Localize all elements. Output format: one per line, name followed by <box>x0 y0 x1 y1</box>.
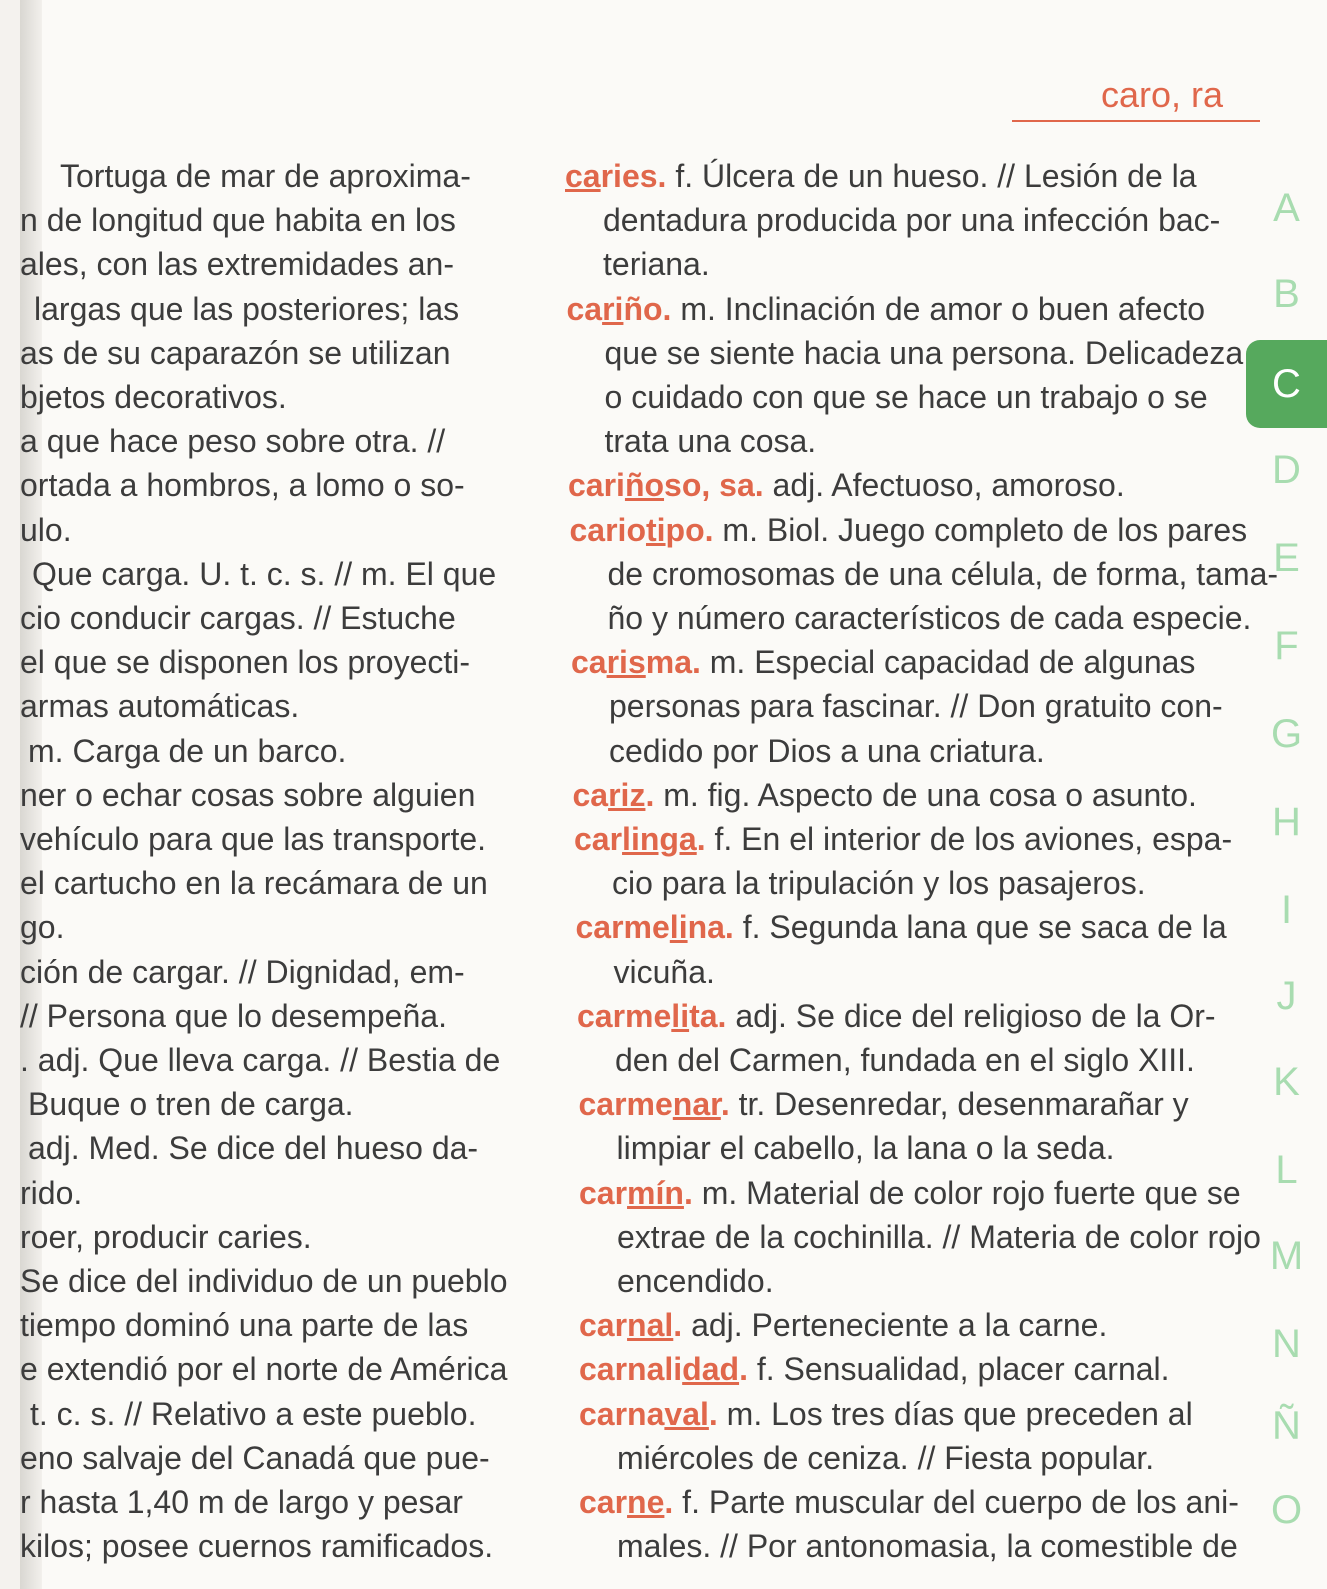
definition-line: o cuidado con que se hace un trabajo o se <box>604 378 1208 415</box>
definition-text: f. En el interior de los aviones, espa- <box>714 821 1233 857</box>
left-column-line: vehículo para que las transporte. <box>20 821 487 857</box>
thumb-tab-n[interactable]: N <box>1272 1322 1301 1366</box>
thumb-tab-h[interactable]: H <box>1272 800 1301 844</box>
definition-text: m. fig. Aspecto de una cosa o asunto. <box>663 776 1197 813</box>
definition-text: m. Biol. Juego completo de los pares <box>722 511 1248 548</box>
entry-first-line <box>568 465 1125 505</box>
definition-line: limpiar el cabello, la lana o la seda. <box>616 1130 1115 1167</box>
definition-line: dentadura producida por una infección bac- <box>603 202 1221 239</box>
running-head-rule <box>1012 120 1260 122</box>
entry-first-line <box>579 1349 1170 1389</box>
headword: cariñoso, sa. <box>568 467 764 504</box>
headword: cariño. <box>566 290 672 327</box>
headword: carmenar. <box>578 1086 730 1123</box>
entry-first-line <box>574 819 1232 859</box>
left-column-line: el que se disponen los proyecti- <box>20 644 471 681</box>
thumb-tab-g[interactable]: G <box>1270 712 1303 756</box>
left-column-line: cio conducir cargas. // Estuche <box>20 600 456 636</box>
left-column-line: adj. Med. Se dice del hueso da- <box>28 1130 479 1167</box>
definition-line: trata una cosa. <box>604 423 817 460</box>
left-column-line: el cartucho en la recámara de un <box>20 865 488 902</box>
thumb-tab-o[interactable]: O <box>1270 1488 1303 1532</box>
headword: carne. <box>579 1484 674 1520</box>
left-column-line: Se dice del individuo de un pueblo <box>20 1263 508 1299</box>
entry-first-line <box>573 775 1197 815</box>
definition-text: f. Úlcera de un hueso. // Lesión de la <box>675 158 1197 194</box>
headword: carmelina. <box>575 909 734 946</box>
definition-line: cio para la tripulación y los pasajeros. <box>612 865 1146 902</box>
definition-text: m. Especial capacidad de algunas <box>709 644 1196 681</box>
definition-text: m. Inclinación de amor o buen afecto <box>680 290 1206 327</box>
headword: cariotipo. <box>569 511 714 548</box>
thumb-tab-d[interactable]: D <box>1272 448 1301 492</box>
left-column-line: largas que las posteriores; las <box>34 290 460 327</box>
left-column-line: ner o echar cosas sobre alguien <box>20 776 476 813</box>
definition-text: f. Parte muscular del cuerpo de los ani- <box>682 1484 1239 1520</box>
definition-text: m. Los tres días que preceden al <box>726 1395 1193 1432</box>
definition-line: den del Carmen, fundada en el siglo XIII. <box>615 1041 1195 1078</box>
left-column-line: ales, con las extremidades an- <box>20 246 454 283</box>
headword: cariz. <box>572 776 655 813</box>
thumb-tab-m[interactable]: M <box>1269 1234 1304 1278</box>
left-column-line: Buque o tren de carga. <box>28 1086 354 1123</box>
entry-first-line <box>577 996 1216 1036</box>
left-column-line: bjetos decorativos. <box>20 379 287 415</box>
definition-line: vicuña. <box>613 953 715 990</box>
definition-line: miércoles de ceniza. // Fiesta popular. <box>617 1439 1155 1476</box>
entry-first-line <box>576 907 1227 947</box>
thumb-tab-k[interactable]: K <box>1273 1060 1300 1104</box>
dictionary-page <box>20 0 1327 1589</box>
definition-line: de cromosomas de una célula, de forma, tama- <box>607 555 1279 592</box>
thumb-tab-l[interactable]: L <box>1275 1148 1298 1192</box>
definition-line: males. // Por antonomasia, la comestible de <box>617 1528 1238 1565</box>
entry-first-line <box>567 289 1206 329</box>
definition-line: teriana. <box>603 246 710 283</box>
left-column-line: eno salvaje del Canadá que pue- <box>20 1439 490 1476</box>
left-column-line: // Persona que lo desempeña. <box>20 997 447 1034</box>
definition-line: ño y número característicos de cada especie. <box>607 599 1252 636</box>
entry-first-line <box>579 1084 1189 1124</box>
entry-first-line <box>565 156 1197 196</box>
definition-text: m. Material de color rojo fuerte que se <box>701 1174 1241 1211</box>
running-head: caro, ra <box>1100 74 1223 115</box>
left-column-line: ortada a hombros, a lomo o so- <box>20 467 465 504</box>
left-column-line: n de longitud que habita en los <box>20 202 456 239</box>
definition-line: cedido por Dios a una criatura. <box>609 732 1045 769</box>
headword: caries. <box>565 158 667 194</box>
headword: carisma. <box>571 644 701 681</box>
headword: carnal. <box>579 1307 683 1344</box>
headword: carlinga. <box>574 821 706 857</box>
left-column-line: m. Carga de un barco. <box>28 732 347 769</box>
left-column-line: roer, producir caries. <box>20 1218 312 1255</box>
thumb-index <box>1246 0 1327 1589</box>
thumb-tab-c[interactable]: C <box>1246 340 1327 428</box>
definition-line: extrae de la cochinilla. // Materia de color rojo <box>617 1218 1261 1255</box>
left-column-line: a que hace peso sobre otra. // <box>20 423 446 460</box>
definition-text: adj. Afectuoso, amoroso. <box>772 467 1125 504</box>
left-column-line: as de su caparazón se utilizan <box>20 334 451 371</box>
entry-first-line <box>579 1482 1239 1522</box>
left-column-line: kilos; posee cuernos ramificados. <box>20 1528 494 1565</box>
entry-first-line <box>579 1305 1107 1345</box>
definition-line: encendido. <box>617 1262 774 1299</box>
thumb-tab-e[interactable]: E <box>1273 536 1300 580</box>
headword: carmín. <box>579 1174 693 1211</box>
left-column-line: . adj. Que lleva carga. // Bestia de <box>20 1042 501 1078</box>
left-column-line: ción de cargar. // Dignidad, em- <box>20 953 465 990</box>
definition-text: adj. Se dice del religioso de la Or- <box>735 997 1216 1034</box>
definition-text: f. Segunda lana que se saca de la <box>742 909 1227 946</box>
left-column-line: armas automáticas. <box>20 688 300 725</box>
thumb-tab-i[interactable]: I <box>1280 888 1293 932</box>
definition-text: tr. Desenredar, desenmarañar y <box>738 1086 1189 1123</box>
left-column-line: tiempo dominó una parte de las <box>20 1307 469 1344</box>
thumb-tab-b[interactable]: B <box>1273 272 1300 316</box>
left-column-line: ulo. <box>20 511 72 548</box>
entry-first-line <box>571 642 1195 682</box>
definition-line: que se siente hacia una persona. Delicadeza <box>604 334 1244 371</box>
definition-text: adj. Perteneciente a la carne. <box>691 1307 1108 1344</box>
definition-text: f. Sensualidad, placer carnal. <box>756 1351 1170 1388</box>
headword: carnalidad. <box>579 1351 748 1388</box>
left-column-line: go. <box>20 909 65 946</box>
left-column-line: Que carga. U. t. c. s. // m. El que <box>32 555 497 592</box>
thumb-tab-j[interactable]: J <box>1276 974 1297 1018</box>
entry-first-line <box>570 510 1248 550</box>
left-column-line: e extendió por el norte de América <box>20 1351 508 1388</box>
left-column-line: rido. <box>20 1174 83 1211</box>
thumb-tab-a[interactable]: A <box>1273 186 1300 230</box>
thumb-tab-f[interactable]: F <box>1274 624 1299 668</box>
entry-first-line <box>579 1173 1241 1213</box>
left-column-line: t. c. s. // Relativo a este pueblo. <box>30 1395 477 1432</box>
thumb-tab-ñ[interactable]: Ñ <box>1272 1404 1301 1448</box>
left-column-line: Tortuga de mar de aproxima- <box>60 158 471 194</box>
headword: carnaval. <box>579 1395 718 1432</box>
definition-line: personas para fascinar. // Don gratuito con- <box>609 688 1223 725</box>
headword: carmelita. <box>577 997 727 1034</box>
left-column-line: r hasta 1,40 m de largo y pesar <box>20 1484 463 1520</box>
entry-first-line <box>579 1394 1193 1434</box>
